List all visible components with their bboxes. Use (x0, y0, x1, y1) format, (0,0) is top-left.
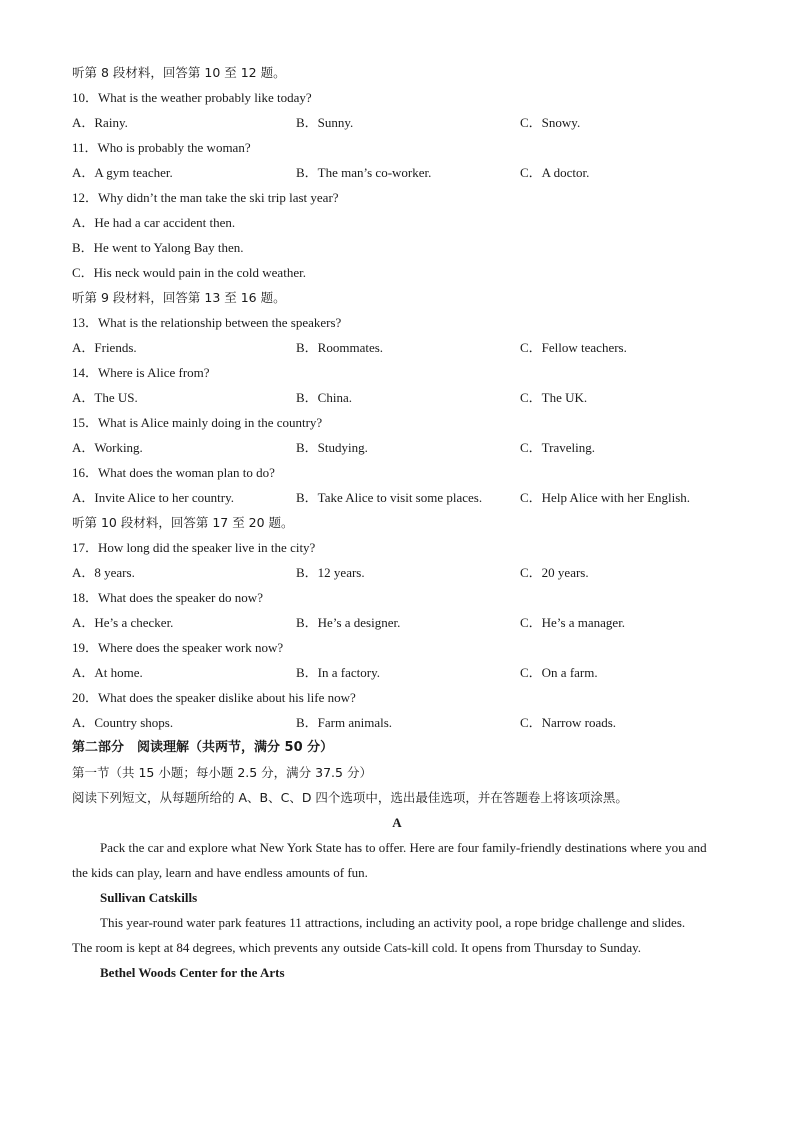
question-20: 20．What does the speaker dislike about his life now? (72, 690, 356, 705)
question-10: 10．What is the weather probably like today? (72, 90, 312, 105)
option-13-c[interactable]: C．Fellow teachers. (520, 340, 627, 355)
option-17-b[interactable]: B．12 years. (296, 565, 365, 580)
options-16 (0, 485, 794, 510)
option-18-b[interactable]: B．He’s a designer. (296, 615, 401, 630)
option-10-a[interactable]: A．Rainy. (72, 115, 128, 130)
option-15-a[interactable]: A．Working. (72, 440, 143, 455)
exam-page (0, 60, 794, 985)
options-14 (0, 385, 794, 410)
options-17 (0, 560, 794, 585)
subheading-sullivan: Sullivan Catskills (100, 890, 198, 905)
option-12-b[interactable]: B．He went to Yalong Bay then. (72, 240, 244, 255)
options-19 (0, 660, 794, 685)
option-19-a[interactable]: A．At home. (72, 665, 143, 680)
paragraph-sullivan-text: This year-round water park features 11 attractions, including an activity pool, a rope bridge challenge and slides. The room is kept at 84 degrees, which prevents any outside Cats-kill cold. It opens from Thursday to Sunday. (72, 915, 686, 955)
section-header-10: 听第 10 段材料，回答第 17 至 20 题。 (72, 515, 294, 530)
passage-label: A (392, 815, 402, 830)
question-14: 14．Where is Alice from? (72, 365, 210, 380)
option-16-b[interactable]: B．Take Alice to visit some places. (296, 490, 483, 505)
option-11-c[interactable]: C．A doctor. (520, 165, 590, 180)
option-20-a[interactable]: A．Country shops. (72, 715, 174, 730)
question-18: 18．What does the speaker do now? (72, 590, 263, 605)
passage-intro-text: Pack the car and explore what New York State has to offer. Here are four family-friendly destinations where you and the kids can play, learn and have endless amounts of fun. (72, 840, 707, 880)
option-16-c[interactable]: C．Help Alice with her English. (520, 490, 691, 505)
option-19-c[interactable]: C．On a farm. (520, 665, 598, 680)
question-13: 13．What is the relationship between the speakers? (72, 315, 342, 330)
option-11-b[interactable]: B．The man’s co-worker. (296, 165, 432, 180)
section1-header: 第一节（共 15 小题；每小题 2.5 分，满分 37.5 分） (72, 765, 372, 780)
option-15-b[interactable]: B．Studying. (296, 440, 368, 455)
question-19: 19．Where does the speaker work now? (72, 640, 284, 655)
option-12-c[interactable]: C．His neck would pain in the cold weather. (72, 265, 306, 280)
option-17-a[interactable]: A．8 years. (72, 565, 135, 580)
option-20-c[interactable]: C．Narrow roads. (520, 715, 617, 730)
options-11 (0, 160, 794, 185)
option-19-b[interactable]: B．In a factory. (296, 665, 380, 680)
options-15 (0, 435, 794, 460)
option-10-b[interactable]: B．Sunny. (296, 115, 354, 130)
option-14-a[interactable]: A．The US. (72, 390, 138, 405)
option-16-a[interactable]: A．Invite Alice to her country. (72, 490, 234, 505)
question-16: 16．What does the woman plan to do? (72, 465, 275, 480)
question-17: 17．How long did the speaker live in the city? (72, 540, 316, 555)
option-14-b[interactable]: B．China. (296, 390, 352, 405)
option-20-b[interactable]: B．Farm animals. (296, 715, 393, 730)
option-18-c[interactable]: C．He’s a manager. (520, 615, 626, 630)
options-18 (0, 610, 794, 635)
option-12-a[interactable]: A．He had a car accident then. (72, 215, 236, 230)
options-20 (0, 710, 794, 735)
option-11-a[interactable]: A．A gym teacher. (72, 165, 173, 180)
option-15-c[interactable]: C．Traveling. (520, 440, 595, 455)
option-18-a[interactable]: A．He’s a checker. (72, 615, 174, 630)
section-header-9: 听第 9 段材料，回答第 13 至 16 题。 (72, 290, 286, 305)
passage-intro (0, 835, 794, 885)
option-13-a[interactable]: A．Friends. (72, 340, 137, 355)
options-13 (0, 335, 794, 360)
paragraph-sullivan (0, 910, 794, 960)
question-11: 11．Who is probably the woman? (72, 140, 251, 155)
part2-title: 第二部分 阅读理解（共两节，满分 50 分） (72, 740, 334, 755)
option-14-c[interactable]: C．The UK. (520, 390, 588, 405)
options-10 (0, 110, 794, 135)
option-17-c[interactable]: C．20 years. (520, 565, 589, 580)
option-13-b[interactable]: B．Roommates. (296, 340, 384, 355)
reading-instruction: 阅读下列短文，从每题所给的 A、B、C、D 四个选项中，选出最佳选项，并在答题卷上将该项涂黑。 (72, 790, 628, 805)
option-10-c[interactable]: C．Snowy. (520, 115, 581, 130)
question-12: 12．Why didn’t the man take the ski trip last year? (72, 190, 339, 205)
question-15: 15．What is Alice mainly doing in the country? (72, 415, 323, 430)
section-header-8: 听第 8 段材料，回答第 10 至 12 题。 (72, 65, 286, 80)
subheading-bethel: Bethel Woods Center for the Arts (100, 965, 285, 980)
